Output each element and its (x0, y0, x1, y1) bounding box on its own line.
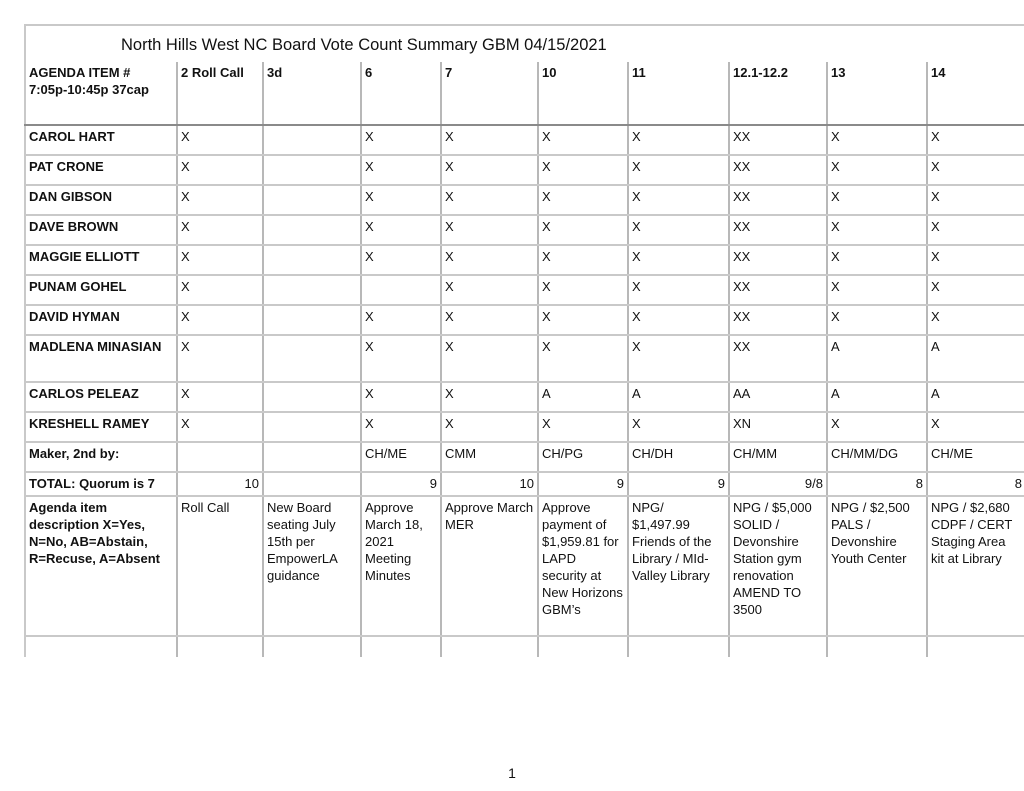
vote-cell: X (927, 275, 1024, 305)
vote-cell: X (441, 335, 538, 382)
member-row (25, 275, 1024, 305)
description-cell: NPG / $2,680 CDPF / CERT Staging Area kit at Library (927, 496, 1024, 636)
vote-cell: X (827, 245, 927, 275)
column-header: 6 (361, 62, 441, 125)
vote-cell: X (827, 185, 927, 215)
vote-cell: X (177, 125, 263, 155)
title-bar (24, 24, 1024, 62)
vote-cell: X (538, 305, 628, 335)
vote-cell: X (827, 412, 927, 442)
vote-cell: X (361, 305, 441, 335)
member-row (25, 245, 1024, 275)
member-name: KRESHELL RAMEY (25, 412, 177, 442)
description-cell: NPG/ $1,497.99 Friends of the Library / MId-Valley Library (628, 496, 729, 636)
maker-cell: CH/DH (628, 442, 729, 472)
member-name: PAT CRONE (25, 155, 177, 185)
vote-cell (263, 275, 361, 305)
vote-cell: X (538, 412, 628, 442)
vote-cell: X (177, 215, 263, 245)
vote-cell: A (538, 382, 628, 412)
blank-cell (538, 636, 628, 657)
member-name: MADLENA MINASIAN (25, 335, 177, 382)
vote-cell: X (177, 185, 263, 215)
total-cell: 8 (827, 472, 927, 496)
vote-cell: X (927, 305, 1024, 335)
description-cell: Roll Call (177, 496, 263, 636)
vote-cell: X (827, 215, 927, 245)
vote-cell: XX (729, 185, 827, 215)
vote-cell: XX (729, 305, 827, 335)
vote-cell: X (538, 335, 628, 382)
blank-cell (827, 636, 927, 657)
header-row (25, 62, 1024, 125)
member-row (25, 305, 1024, 335)
member-row (25, 185, 1024, 215)
vote-cell: X (441, 245, 538, 275)
vote-cell: X (538, 245, 628, 275)
maker-cell (263, 442, 361, 472)
total-cell: 9/8 (729, 472, 827, 496)
vote-cell: X (628, 215, 729, 245)
vote-cell: XX (729, 245, 827, 275)
vote-cell: X (538, 275, 628, 305)
vote-cell: X (827, 155, 927, 185)
table-body (25, 62, 1024, 657)
vote-cell: X (628, 305, 729, 335)
column-header: 7 (441, 62, 538, 125)
vote-cell: X (177, 305, 263, 335)
vote-cell: A (927, 335, 1024, 382)
maker-cell: CH/ME (927, 442, 1024, 472)
page-number: 1 (508, 765, 516, 781)
vote-cell: X (628, 245, 729, 275)
vote-cell: X (628, 275, 729, 305)
vote-cell (263, 155, 361, 185)
vote-cell: X (628, 335, 729, 382)
description-cell: Approve payment of $1,959.81 for LAPD security at New Horizons GBM’s (538, 496, 628, 636)
description-cell: NPG / $2,500 PALS / Devonshire Youth Center (827, 496, 927, 636)
vote-cell: X (441, 275, 538, 305)
vote-cell: X (441, 215, 538, 245)
agenda-item-label: AGENDA ITEM # (29, 65, 131, 80)
total-label: TOTAL: Quorum is 7 (25, 472, 177, 496)
member-name: PUNAM GOHEL (25, 275, 177, 305)
column-header: 10 (538, 62, 628, 125)
column-header: 11 (628, 62, 729, 125)
maker-cell: CH/ME (361, 442, 441, 472)
vote-cell: X (927, 185, 1024, 215)
vote-cell: X (927, 245, 1024, 275)
total-cell: 10 (177, 472, 263, 496)
vote-cell: X (628, 412, 729, 442)
maker-cell: CH/MM (729, 442, 827, 472)
maker-cell: CMM (441, 442, 538, 472)
member-name: MAGGIE ELLIOTT (25, 245, 177, 275)
vote-cell: X (441, 412, 538, 442)
vote-cell: XX (729, 125, 827, 155)
vote-cell: X (177, 275, 263, 305)
maker-cell (177, 442, 263, 472)
maker-label: Maker, 2nd by: (25, 442, 177, 472)
vote-cell: X (361, 335, 441, 382)
total-cell: 9 (361, 472, 441, 496)
vote-cell: A (628, 382, 729, 412)
vote-cell: X (538, 155, 628, 185)
agenda-item-header (25, 62, 177, 125)
vote-cell (263, 412, 361, 442)
member-name: DAVE BROWN (25, 215, 177, 245)
vote-cell: X (177, 245, 263, 275)
maker-row (25, 442, 1024, 472)
total-row (25, 472, 1024, 496)
column-header: 14 (927, 62, 1024, 125)
vote-cell (361, 275, 441, 305)
blank-row (25, 636, 1024, 657)
vote-cell: X (441, 185, 538, 215)
vote-cell: XX (729, 155, 827, 185)
vote-cell: A (827, 335, 927, 382)
vote-cell: X (441, 155, 538, 185)
blank-cell (177, 636, 263, 657)
blank-cell (25, 636, 177, 657)
column-header: 13 (827, 62, 927, 125)
vote-cell: X (927, 155, 1024, 185)
total-cell: 10 (441, 472, 538, 496)
member-row (25, 412, 1024, 442)
member-row (25, 382, 1024, 412)
member-name: CAROL HART (25, 125, 177, 155)
blank-cell (729, 636, 827, 657)
column-header: 3d (263, 62, 361, 125)
description-cell: NPG / $5,000 SOLID / Devonshire Station gym renovation AMEND TO 3500 (729, 496, 827, 636)
vote-cell: X (441, 305, 538, 335)
total-cell: 8 (927, 472, 1024, 496)
vote-cell: AA (729, 382, 827, 412)
member-name: DAN GIBSON (25, 185, 177, 215)
maker-cell: CH/PG (538, 442, 628, 472)
vote-cell: XX (729, 335, 827, 382)
vote-cell: X (177, 335, 263, 382)
vote-cell: X (927, 215, 1024, 245)
vote-cell: X (177, 155, 263, 185)
vote-summary-sheet (24, 24, 1024, 657)
vote-cell: XX (729, 275, 827, 305)
vote-cell (263, 245, 361, 275)
vote-cell: X (441, 382, 538, 412)
vote-cell (263, 215, 361, 245)
vote-cell (263, 125, 361, 155)
page-title: North Hills West NC Board Vote Count Summary GBM 04/15/2021 (121, 36, 607, 54)
vote-cell: X (361, 245, 441, 275)
vote-cell: X (927, 125, 1024, 155)
maker-cell: CH/MM/DG (827, 442, 927, 472)
member-name: DAVID HYMAN (25, 305, 177, 335)
vote-cell (263, 335, 361, 382)
total-cell: 9 (538, 472, 628, 496)
vote-cell: X (361, 215, 441, 245)
vote-cell (263, 185, 361, 215)
vote-cell: X (628, 155, 729, 185)
vote-cell: A (927, 382, 1024, 412)
vote-cell: X (361, 155, 441, 185)
vote-cell: X (628, 185, 729, 215)
vote-cell: X (361, 382, 441, 412)
vote-table (24, 62, 1024, 657)
vote-cell: X (177, 412, 263, 442)
vote-cell (263, 382, 361, 412)
vote-cell: X (361, 412, 441, 442)
description-cell: New Board seating July 15th per EmpowerLA guidance (263, 496, 361, 636)
member-row (25, 125, 1024, 155)
total-cell (263, 472, 361, 496)
vote-cell: X (538, 125, 628, 155)
blank-cell (927, 636, 1024, 657)
vote-cell (263, 305, 361, 335)
vote-cell: XX (729, 215, 827, 245)
vote-cell: X (927, 412, 1024, 442)
vote-cell: X (538, 215, 628, 245)
vote-cell: A (827, 382, 927, 412)
description-cell: Approve March 18, 2021 Meeting Minutes (361, 496, 441, 636)
blank-cell (361, 636, 441, 657)
vote-cell: X (538, 185, 628, 215)
total-cell: 9 (628, 472, 729, 496)
meeting-time-label: 7:05p-10:45p 37cap (29, 82, 149, 97)
vote-cell: X (827, 275, 927, 305)
vote-cell: X (361, 185, 441, 215)
description-cell: Approve March MER (441, 496, 538, 636)
member-row (25, 335, 1024, 382)
vote-cell: X (361, 125, 441, 155)
description-label: Agenda item description X=Yes, N=No, AB=Abstain, R=Recuse, A=Absent (25, 496, 177, 636)
vote-cell: X (177, 382, 263, 412)
column-header: 2 Roll Call (177, 62, 263, 125)
blank-cell (263, 636, 361, 657)
member-name: CARLOS PELEAZ (25, 382, 177, 412)
member-row (25, 155, 1024, 185)
vote-cell: X (827, 305, 927, 335)
member-row (25, 215, 1024, 245)
blank-cell (628, 636, 729, 657)
description-row (25, 496, 1024, 636)
vote-cell: XN (729, 412, 827, 442)
blank-cell (441, 636, 538, 657)
vote-cell: X (628, 125, 729, 155)
column-header: 12.1-12.2 (729, 62, 827, 125)
vote-cell: X (441, 125, 538, 155)
vote-cell: X (827, 125, 927, 155)
